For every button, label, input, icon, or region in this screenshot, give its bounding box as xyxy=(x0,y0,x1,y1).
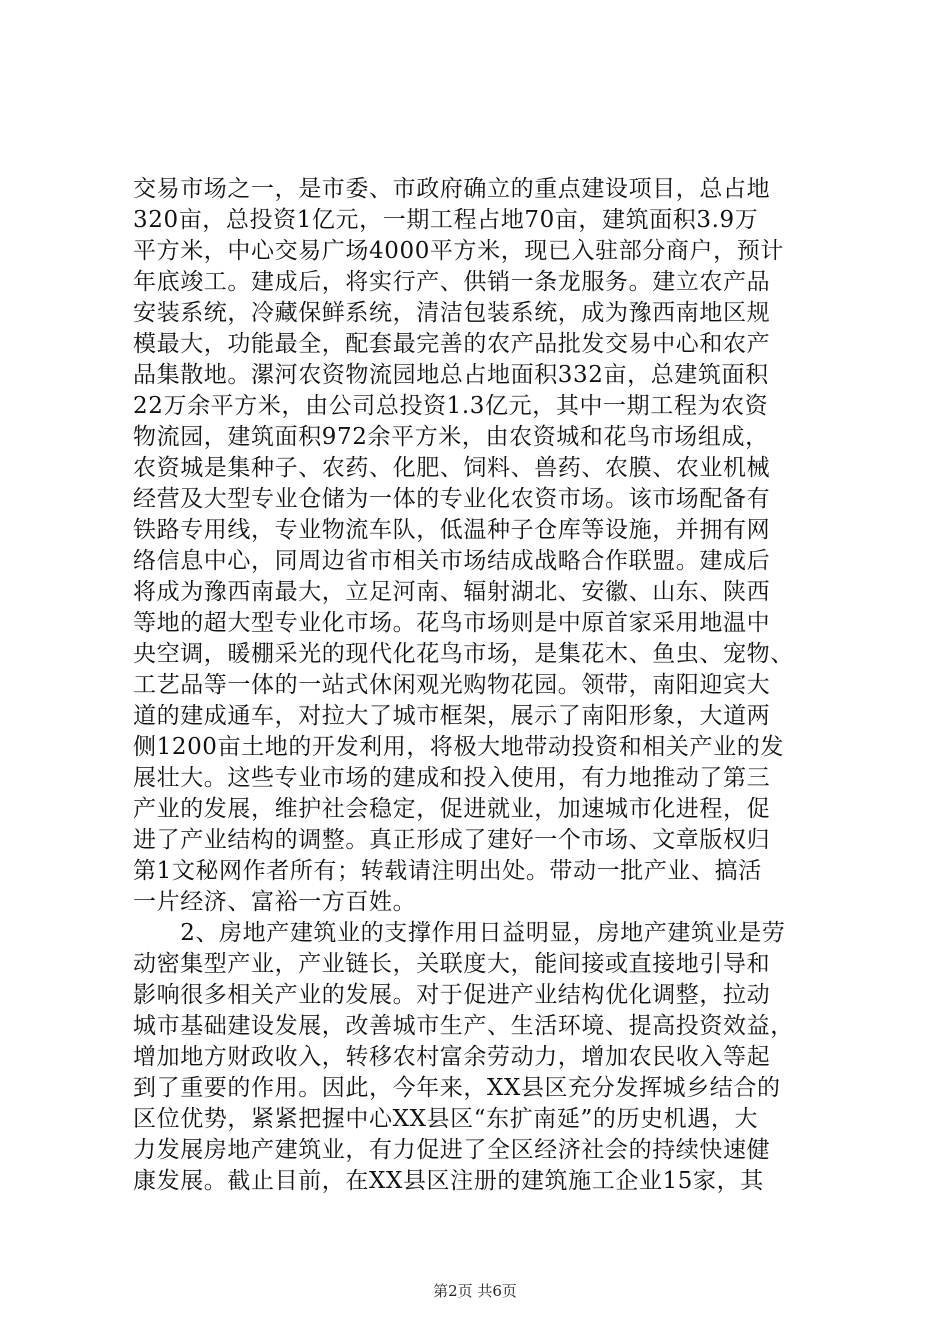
text-line: 增加地方财政收入，转移农村富余劳动力，增加农民收入等起 xyxy=(133,1044,771,1070)
text-line: 到了重要的作用。因此，今年来，XX县区充分发挥城乡结合的 xyxy=(133,1075,781,1101)
text-line: 康发展。截止目前，在XX县区注册的建筑施工企业15家，其 xyxy=(133,1168,764,1194)
text-line: 22万余平方米，由公司总投资1.3亿元，其中一期工程为农资 xyxy=(133,393,769,419)
text-line: 等地的超大型专业化市场。花鸟市场则是中原首家采用地温中 xyxy=(133,610,771,636)
text-line: 动密集型产业，产业链长，关联度大，能间接或直接地引导和 xyxy=(133,951,771,977)
text-line: 进了产业结构的调整。真正形成了建好一个市场、文章版权归 xyxy=(133,827,771,853)
text-line: 央空调，暖棚采光的现代化花鸟市场，是集花木、鱼虫、宠物、 xyxy=(133,641,794,667)
text-line: 平方米，中心交易广场4000平方米，现已入驻部分商户，预计 xyxy=(133,238,784,264)
page-number: 第2页 共6页 xyxy=(433,1282,517,1300)
text-line: 第1文秘网作者所有；转载请注明出处。带动一批产业、搞活 xyxy=(133,858,762,884)
page-footer xyxy=(0,1280,950,1301)
text-line: 安装系统，冷藏保鲜系统，清洁包装系统，成为豫西南地区规 xyxy=(133,300,771,326)
text-line: 模最大，功能最全，配套最完善的农产品批发交易中心和农产 xyxy=(133,331,771,357)
text-line: 工艺品等一体的一站式休闲观光购物花园。领带，南阳迎宾大 xyxy=(133,672,771,698)
text-line: 将成为豫西南最大，立足河南、辐射湖北、安徽、山东、陕西 xyxy=(133,579,771,605)
text-line: 物流园，建筑面积972余平方米，由农资城和花鸟市场组成， xyxy=(133,424,769,450)
text-line: 侧1200亩土地的开发利用，将极大地带动投资和相关产业的发 xyxy=(133,734,784,760)
text-line: 展壮大。这些专业市场的建成和投入使用，有力地推动了第三 xyxy=(133,765,771,791)
text-line: 农资城是集种子、农药、化肥、饲料、兽药、农膜、农业机械 xyxy=(133,455,771,481)
text-line: 品集散地。漯河农资物流园地总占地面积332亩，总建筑面积 xyxy=(133,362,769,388)
text-line: 力发展房地产建筑业，有力促进了全区经济社会的持续快速健 xyxy=(133,1137,771,1163)
text-line: 320亩，总投资1亿元，一期工程占地70亩，建筑面积3.9万 xyxy=(133,207,759,233)
text-line: 区位优势，紧紧把握中心XX县区“东扩南延”的历史机遇，大 xyxy=(133,1106,759,1132)
text-line: 年底竣工。建成后，将实行产、供销一条龙服务。建立农产品 xyxy=(133,269,771,295)
text-line: 影响很多相关产业的发展。对于促进产业结构优化调整，拉动 xyxy=(133,982,771,1008)
text-line: 经营及大型专业仓储为一体的专业化农资市场。该市场配备有 xyxy=(133,486,771,512)
text-line: 铁路专用线，专业物流车队，低温种子仓库等设施，并拥有网 xyxy=(133,517,771,543)
text-line: 交易市场之一，是市委、市政府确立的重点建设项目，总占地 xyxy=(133,176,771,202)
text-line: 2、房地产建筑业的支撑作用日益明显，房地产建筑业是劳 xyxy=(133,920,786,946)
text-line: 产业的发展，维护社会稳定，促进就业，加速城市化进程，促 xyxy=(133,796,771,822)
document-body xyxy=(133,174,833,1197)
text-line: 道的建成通车，对拉大了城市框架，展示了南阳形象，大道两 xyxy=(133,703,771,729)
text-line: 城市基础建设发展，改善城市生产、生活环境、提高投资效益， xyxy=(133,1013,794,1039)
text-line: 一片经济、富裕一方百姓。 xyxy=(133,889,417,915)
text-line: 络信息中心，同周边省市相关市场结成战略合作联盟。建成后 xyxy=(133,548,771,574)
